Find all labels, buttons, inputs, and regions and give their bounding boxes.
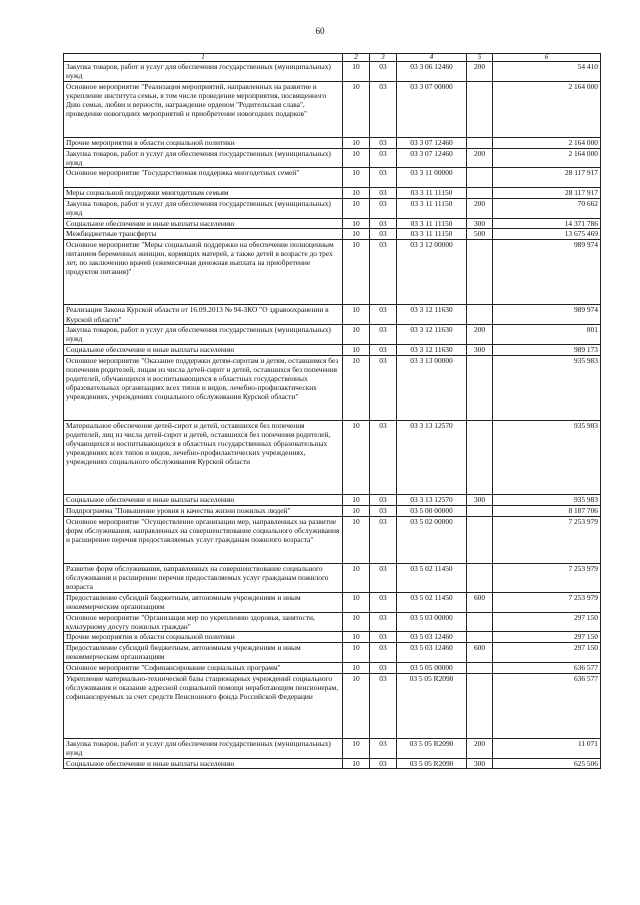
column-number: 3 (370, 54, 397, 62)
table-row (64, 612, 601, 632)
row-subsection: 03 (370, 506, 397, 517)
row-section: 10 (343, 673, 370, 738)
table-row (64, 137, 601, 148)
row-section: 10 (343, 148, 370, 168)
table-row (64, 516, 601, 563)
row-subsection: 03 (370, 516, 397, 563)
row-amount: 28 117 917 (493, 188, 601, 199)
row-expense-type (467, 168, 493, 188)
row-expense-type: 500 (467, 229, 493, 240)
column-number: 6 (493, 54, 601, 62)
table-row (64, 673, 601, 738)
row-target-article: 03 3 11 11150 (397, 218, 467, 229)
row-name: Прочие мероприятия в области социальной политики (64, 632, 343, 643)
row-amount: 989 974 (493, 240, 601, 305)
page-number: 60 (315, 26, 325, 36)
row-name: Материальное обеспечение детей-сирот и детей, оставшихся без попечения родителей, лиц из числа детей-сирот и детей, оставшихся без попечения родителей, обучающихся и воспитывающихся в областных государственных образовательных учреждениях всех типов и видов, лечебно-профилактических учреждениях, учреждениях социального обслуживания Курской области (64, 421, 343, 495)
row-name: Закупка товаров, работ и услуг для обеспечения государственных (муниципальных) нужд (64, 62, 343, 82)
row-section: 10 (343, 345, 370, 356)
table-row (64, 643, 601, 663)
row-subsection: 03 (370, 229, 397, 240)
row-subsection: 03 (370, 81, 397, 137)
row-target-article: 03 5 03 00000 (397, 612, 467, 632)
row-section: 10 (343, 758, 370, 769)
row-amount: 989 173 (493, 345, 601, 356)
table-row (64, 148, 601, 168)
row-amount: 54 410 (493, 62, 601, 82)
row-target-article: 03 5 05 R2090 (397, 738, 467, 758)
row-amount: 70 662 (493, 198, 601, 218)
budget-table (63, 53, 601, 769)
row-subsection: 03 (370, 643, 397, 663)
row-amount: 2 164 000 (493, 81, 601, 137)
row-subsection: 03 (370, 148, 397, 168)
column-number: 4 (397, 54, 467, 62)
row-name: Закупка товаров, работ и услуг для обеспечения государственных (муниципальных) нужд (64, 325, 343, 345)
row-name: Социальное обеспечение и иные выплаты населению (64, 495, 343, 506)
row-subsection: 03 (370, 421, 397, 495)
row-amount: 8 187 706 (493, 506, 601, 517)
row-name: Основное мероприятие "Государственная поддержка многодетных семей" (64, 168, 343, 188)
row-name: Основное мероприятие "Организация мер по укреплению здоровья, занятости, культурному досугу пожилых граждан" (64, 612, 343, 632)
column-number: 5 (467, 54, 493, 62)
column-number-row (64, 54, 601, 62)
row-name: Межбюджетные трансферты (64, 229, 343, 240)
row-target-article: 03 3 13 00000 (397, 355, 467, 420)
row-amount: 2 164 000 (493, 137, 601, 148)
row-amount: 297 150 (493, 643, 601, 663)
row-section: 10 (343, 516, 370, 563)
row-subsection: 03 (370, 738, 397, 758)
row-subsection: 03 (370, 355, 397, 420)
row-name: Подпрограмма "Повышение уровня и качества жизни пожилых людей" (64, 506, 343, 517)
row-section: 10 (343, 592, 370, 612)
table-row (64, 421, 601, 495)
row-subsection: 03 (370, 62, 397, 82)
row-amount: 297 150 (493, 632, 601, 643)
row-name: Основное мероприятие "Осуществление организации мер, направленных на развитие форм обслуживания, направленных на совершенствование социального обслуживания и расширение перечня предоставляемых услуг гражданам пожилого возраста" (64, 516, 343, 563)
row-target-article: 03 5 02 11450 (397, 592, 467, 612)
row-section: 10 (343, 738, 370, 758)
row-expense-type (467, 506, 493, 517)
row-expense-type: 200 (467, 62, 493, 82)
row-target-article: 03 5 02 11450 (397, 563, 467, 592)
row-amount: 801 (493, 325, 601, 345)
row-expense-type (467, 305, 493, 325)
row-section: 10 (343, 168, 370, 188)
row-section: 10 (343, 563, 370, 592)
table-body (64, 54, 601, 769)
row-name: Предоставление субсидий бюджетным, автономным учреждениям и иным некоммерческим организациям (64, 592, 343, 612)
row-section: 10 (343, 229, 370, 240)
row-expense-type (467, 632, 493, 643)
row-target-article: 03 3 07 12460 (397, 148, 467, 168)
row-amount: 7 253 979 (493, 563, 601, 592)
table-row (64, 229, 601, 240)
row-target-article: 03 5 00 00000 (397, 506, 467, 517)
row-target-article: 03 3 12 11630 (397, 305, 467, 325)
row-amount: 935 983 (493, 495, 601, 506)
table-row (64, 563, 601, 592)
table-row (64, 240, 601, 305)
row-expense-type: 300 (467, 218, 493, 229)
row-target-article: 03 3 12 00000 (397, 240, 467, 305)
row-target-article: 03 5 05 R2090 (397, 673, 467, 738)
row-subsection: 03 (370, 305, 397, 325)
row-target-article: 03 3 13 12570 (397, 421, 467, 495)
row-section: 10 (343, 325, 370, 345)
table-row (64, 632, 601, 643)
row-section: 10 (343, 355, 370, 420)
row-subsection: 03 (370, 632, 397, 643)
row-target-article: 03 3 07 12460 (397, 137, 467, 148)
row-section: 10 (343, 137, 370, 148)
row-subsection: 03 (370, 198, 397, 218)
row-target-article: 03 3 07 00000 (397, 81, 467, 137)
row-section: 10 (343, 218, 370, 229)
row-amount: 636 577 (493, 662, 601, 673)
row-subsection: 03 (370, 240, 397, 305)
row-expense-type (467, 355, 493, 420)
table-row (64, 592, 601, 612)
row-name: Социальное обеспечение и иные выплаты населению (64, 218, 343, 229)
row-section: 10 (343, 240, 370, 305)
row-name: Меры социальной поддержки многодетным семьям (64, 188, 343, 199)
row-section: 10 (343, 506, 370, 517)
row-expense-type: 200 (467, 198, 493, 218)
row-expense-type: 300 (467, 495, 493, 506)
row-name: Закупка товаров, работ и услуг для обеспечения государственных (муниципальных) нужд (64, 738, 343, 758)
row-expense-type (467, 81, 493, 137)
row-section: 10 (343, 421, 370, 495)
row-name: Реализация Закона Курской области от 16.09.2013 № 94-ЗКО "О здравоохранении в Курской области" (64, 305, 343, 325)
row-section: 10 (343, 198, 370, 218)
table-row (64, 168, 601, 188)
row-expense-type: 200 (467, 738, 493, 758)
row-target-article: 03 3 06 12460 (397, 62, 467, 82)
row-subsection: 03 (370, 758, 397, 769)
row-target-article: 03 3 12 11630 (397, 345, 467, 356)
row-name: Закупка товаров, работ и услуг для обеспечения государственных (муниципальных) нужд (64, 198, 343, 218)
row-section: 10 (343, 495, 370, 506)
row-section: 10 (343, 632, 370, 643)
row-target-article: 03 5 03 12460 (397, 643, 467, 663)
row-section: 10 (343, 612, 370, 632)
row-expense-type (467, 240, 493, 305)
row-section: 10 (343, 662, 370, 673)
table-row (64, 305, 601, 325)
table-row (64, 218, 601, 229)
row-subsection: 03 (370, 345, 397, 356)
row-subsection: 03 (370, 612, 397, 632)
row-subsection: 03 (370, 137, 397, 148)
row-section: 10 (343, 305, 370, 325)
row-subsection: 03 (370, 563, 397, 592)
table-row (64, 355, 601, 420)
row-target-article: 03 5 02 00000 (397, 516, 467, 563)
row-name: Закупка товаров, работ и услуг для обеспечения государственных (муниципальных) нужд (64, 148, 343, 168)
row-amount: 13 675 469 (493, 229, 601, 240)
row-name: Социальное обеспечение и иные выплаты населению (64, 345, 343, 356)
table-row (64, 345, 601, 356)
row-name: Основное мероприятие "Софинансирование социальных программ" (64, 662, 343, 673)
table-row (64, 62, 601, 82)
row-amount: 7 253 979 (493, 516, 601, 563)
row-target-article: 03 5 03 12460 (397, 632, 467, 643)
row-subsection: 03 (370, 592, 397, 612)
row-expense-type: 200 (467, 325, 493, 345)
row-name: Предоставление субсидий бюджетным, автономным учреждениям и иным некоммерческим организациям (64, 643, 343, 663)
row-target-article: 03 3 11 00000 (397, 168, 467, 188)
table-row (64, 738, 601, 758)
row-amount: 297 150 (493, 612, 601, 632)
row-subsection: 03 (370, 325, 397, 345)
row-expense-type (467, 673, 493, 738)
row-target-article: 03 3 13 12570 (397, 495, 467, 506)
row-subsection: 03 (370, 495, 397, 506)
row-target-article: 03 5 05 00000 (397, 662, 467, 673)
row-expense-type (467, 516, 493, 563)
table-row (64, 758, 601, 769)
table-row (64, 188, 601, 199)
row-target-article: 03 3 12 11630 (397, 325, 467, 345)
row-name: Основное мероприятие "Реализация мероприятий, направленных на развитие и укрепление института семьи, в том числе проведение мероприятия, посвященного Дню семьи, любви и верности, награждение орденом "Родительская слава", проведение новогодних мероприятий и приобретение новогодних подарков" (64, 81, 343, 137)
row-expense-type (467, 188, 493, 199)
row-section: 10 (343, 188, 370, 199)
row-expense-type (467, 137, 493, 148)
row-section: 10 (343, 62, 370, 82)
row-subsection: 03 (370, 188, 397, 199)
row-name: Укрепление материально-технической базы стационарных учреждений социального обслуживания и оказание адресной социальной помощи неработающим пенсионерам, софинансируемых за счет средств Пенсионного фонда Российской Федерации (64, 673, 343, 738)
column-number: 2 (343, 54, 370, 62)
row-name: Социальное обеспечение и иные выплаты населению (64, 758, 343, 769)
table-row (64, 662, 601, 673)
row-expense-type (467, 563, 493, 592)
row-expense-type: 600 (467, 592, 493, 612)
row-name: Прочие мероприятия в области социальной политики (64, 137, 343, 148)
table-row (64, 325, 601, 345)
row-name: Основное мероприятие "Меры социальной поддержки на обеспечение полноценным питанием беременных женщин, кормящих матерей, а также детей в возрасте до трех лет, по заключению врачей (ежемесячная денежная выплата на приобретение продуктов питания)" (64, 240, 343, 305)
table-row (64, 198, 601, 218)
row-amount: 935 983 (493, 355, 601, 420)
row-amount: 625 506 (493, 758, 601, 769)
row-amount: 636 577 (493, 673, 601, 738)
row-amount: 28 117 917 (493, 168, 601, 188)
row-expense-type (467, 421, 493, 495)
row-expense-type (467, 612, 493, 632)
row-name: Развитие форм обслуживания, направленных на совершенствование социального обслуживания и расширение перечня предоставляемых услуг гражданам пожилого возраста (64, 563, 343, 592)
column-number: 1 (64, 54, 343, 62)
row-expense-type (467, 662, 493, 673)
row-subsection: 03 (370, 218, 397, 229)
row-target-article: 03 3 11 11150 (397, 229, 467, 240)
row-amount: 2 164 000 (493, 148, 601, 168)
row-target-article: 03 3 11 11150 (397, 188, 467, 199)
row-amount: 7 253 979 (493, 592, 601, 612)
row-name: Основное мероприятие "Оказание поддержки детям-сиротам и детям, оставшимся без попечения родителей, лицам из числа детей-сирот и детей, оставшихся без попечения родителей, обучающихся и воспитывающихся в областных государственных образовательных организациях всех типов и видов, лечебно-профилактических учреждениях, учреждениях социального обслуживания Курской области" (64, 355, 343, 420)
table-row (64, 506, 601, 517)
row-subsection: 03 (370, 673, 397, 738)
row-target-article: 03 3 11 11150 (397, 198, 467, 218)
row-amount: 11 071 (493, 738, 601, 758)
table-row (64, 81, 601, 137)
row-subsection: 03 (370, 662, 397, 673)
row-amount: 935 983 (493, 421, 601, 495)
row-expense-type: 300 (467, 345, 493, 356)
row-amount: 989 974 (493, 305, 601, 325)
table-row (64, 495, 601, 506)
row-expense-type: 200 (467, 148, 493, 168)
row-expense-type: 600 (467, 643, 493, 663)
row-subsection: 03 (370, 168, 397, 188)
row-amount: 14 371 786 (493, 218, 601, 229)
row-section: 10 (343, 81, 370, 137)
row-expense-type: 300 (467, 758, 493, 769)
row-section: 10 (343, 643, 370, 663)
row-target-article: 03 5 05 R2090 (397, 758, 467, 769)
